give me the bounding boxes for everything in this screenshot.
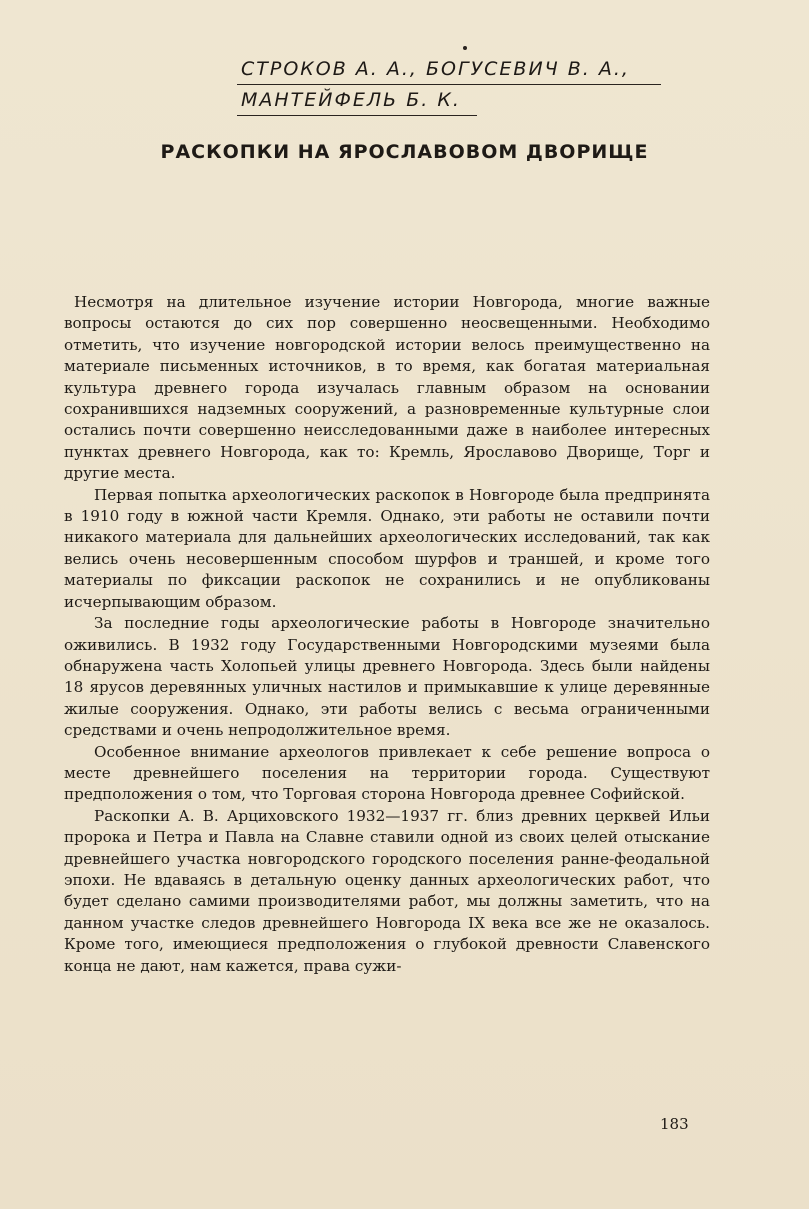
print-speck: [463, 46, 467, 50]
authors-line-1: СТРОКОВ А. А., БОГУСЕВИЧ В. А.,: [237, 54, 661, 85]
authors-line-2: МАНТЕЙФЕЛЬ Б. К.: [237, 85, 477, 116]
paragraph: За последние годы археологические работы в Новгороде значительно оживились. В 1932 году Государственными Новгородскими музеями была обнаружена часть Холопьей улицы древнего Новгорода. Здесь были найдены 18 ярусов деревянных уличных настилов и примыкавшие к улице деревянные жилые сооружения. Однако, эти работы велись с весьма ограниченными средствами и очень непродолжительное время.: [64, 614, 710, 740]
article-title: РАСКОПКИ НА ЯРОСЛАВОВОМ ДВОРИЩЕ: [160, 141, 649, 163]
paragraph: Первая попытка археологических раскопок в Новгороде была предпринята в 1910 году в южной части Кремля. Однако, эти работы не оставили почти никакого материала для дальнейших археологических исследований, так как велись очень несовершенным способом шурфов и траншей, и кроме того материалы по фиксации раскопок не сохранились и не опубликованы исчерпывающим образом.: [64, 485, 710, 611]
paragraph: Раскопки А. В. Арциховского 1932—1937 гг. близ древних церквей Ильи пророка и Петра и Павла на Славне ставили одной из своих целей отыскание древнейшего участка новгородского городского поселения ранне-феодальной эпохи. Не вдаваясь в детальную оценку данных археологических работ, что будет сделано самими производителями работ, мы должны заметить, что на данном участке следов древнейшего Новгорода IX века все же не оказалось. Кроме того, имеющиеся предположения о глубокой древности Славенского конца не дают, нам кажется, права сужи-: [64, 806, 710, 975]
authors-block: [237, 54, 667, 116]
article-body: [64, 292, 710, 977]
page-number: 183: [660, 1115, 689, 1133]
paragraph: Несмотря на длительное изучение истории Новгорода, многие важные вопросы остаются до сих пор совершенно неосвещенными. Необходимо отметить, что изучение новгородской истории велось преимущественно на материале письменных источников, в то время, как богатая материальная культура древнего города изучалась главным образом на основании сохранившихся надземных сооружений, а разновременные культурные слои остались почти совершенно неисследованными даже в наиболее интересных пунктах древнего Новгорода, как то: Кремль, Ярославово Дворище, Торг и другие места.: [64, 293, 710, 483]
paragraph: Особенное внимание археологов привлекает к себе решение вопроса о месте древнейшего поселения на территории города. Существуют предположения о том, что Торговая сторона Новгорода древнее Софийской.: [64, 742, 710, 804]
